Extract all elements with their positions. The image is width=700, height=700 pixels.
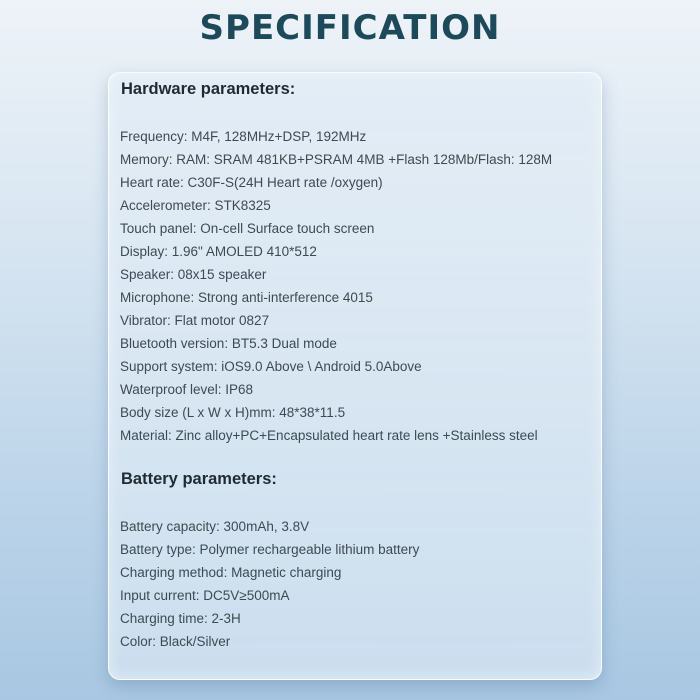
spec-battery-type: Battery type: Polymer rechargeable lithium battery	[120, 542, 420, 557]
spec-microphone: Microphone: Strong anti-interference 4015	[120, 290, 373, 305]
spec-bluetooth: Bluetooth version: BT5.3 Dual mode	[120, 336, 337, 351]
spec-body-size: Body size (L x W x H)mm: 48*38*11.5	[120, 405, 346, 420]
spec-vibrator: Vibrator: Flat motor 0827	[120, 313, 270, 328]
spec-memory: Memory: RAM: SRAM 481KB+PSRAM 4MB +Flash 128Mb/Flash: 128M	[120, 152, 553, 167]
spec-battery-capacity: Battery capacity: 300mAh, 3.8V	[120, 519, 310, 534]
spec-touch-panel: Touch panel: On-cell Surface touch screen	[120, 221, 375, 236]
specification-card	[108, 72, 602, 680]
spec-speaker: Speaker: 08x15 speaker	[120, 267, 267, 282]
spec-frequency: Frequency: M4F, 128MHz+DSP, 192MHz	[120, 129, 367, 144]
spec-color: Color: Black/Silver	[120, 634, 231, 649]
page-title: SPECIFICATION	[199, 8, 501, 48]
hardware-spec-list	[120, 125, 598, 447]
spec-display: Display: 1.96" AMOLED 410*512	[120, 244, 317, 259]
spec-input-current: Input current: DC5V≥500mA	[120, 588, 290, 603]
hardware-heading: Hardware parameters:	[121, 80, 296, 98]
spec-heart-rate: Heart rate: C30F-S(24H Heart rate /oxygen)	[120, 175, 383, 190]
spec-charging-time: Charging time: 2-3H	[120, 611, 241, 626]
spec-support-system: Support system: iOS9.0 Above \ Android 5.0Above	[120, 359, 422, 374]
battery-spec-list	[120, 515, 598, 653]
spec-accelerometer: Accelerometer: STK8325	[120, 198, 271, 213]
spec-waterproof: Waterproof level: IP68	[120, 382, 254, 397]
spec-material: Material: Zinc alloy+PC+Encapsulated heart rate lens +Stainless steel	[120, 428, 538, 443]
spec-charging-method: Charging method: Magnetic charging	[120, 565, 342, 580]
battery-heading: Battery parameters:	[121, 470, 277, 488]
